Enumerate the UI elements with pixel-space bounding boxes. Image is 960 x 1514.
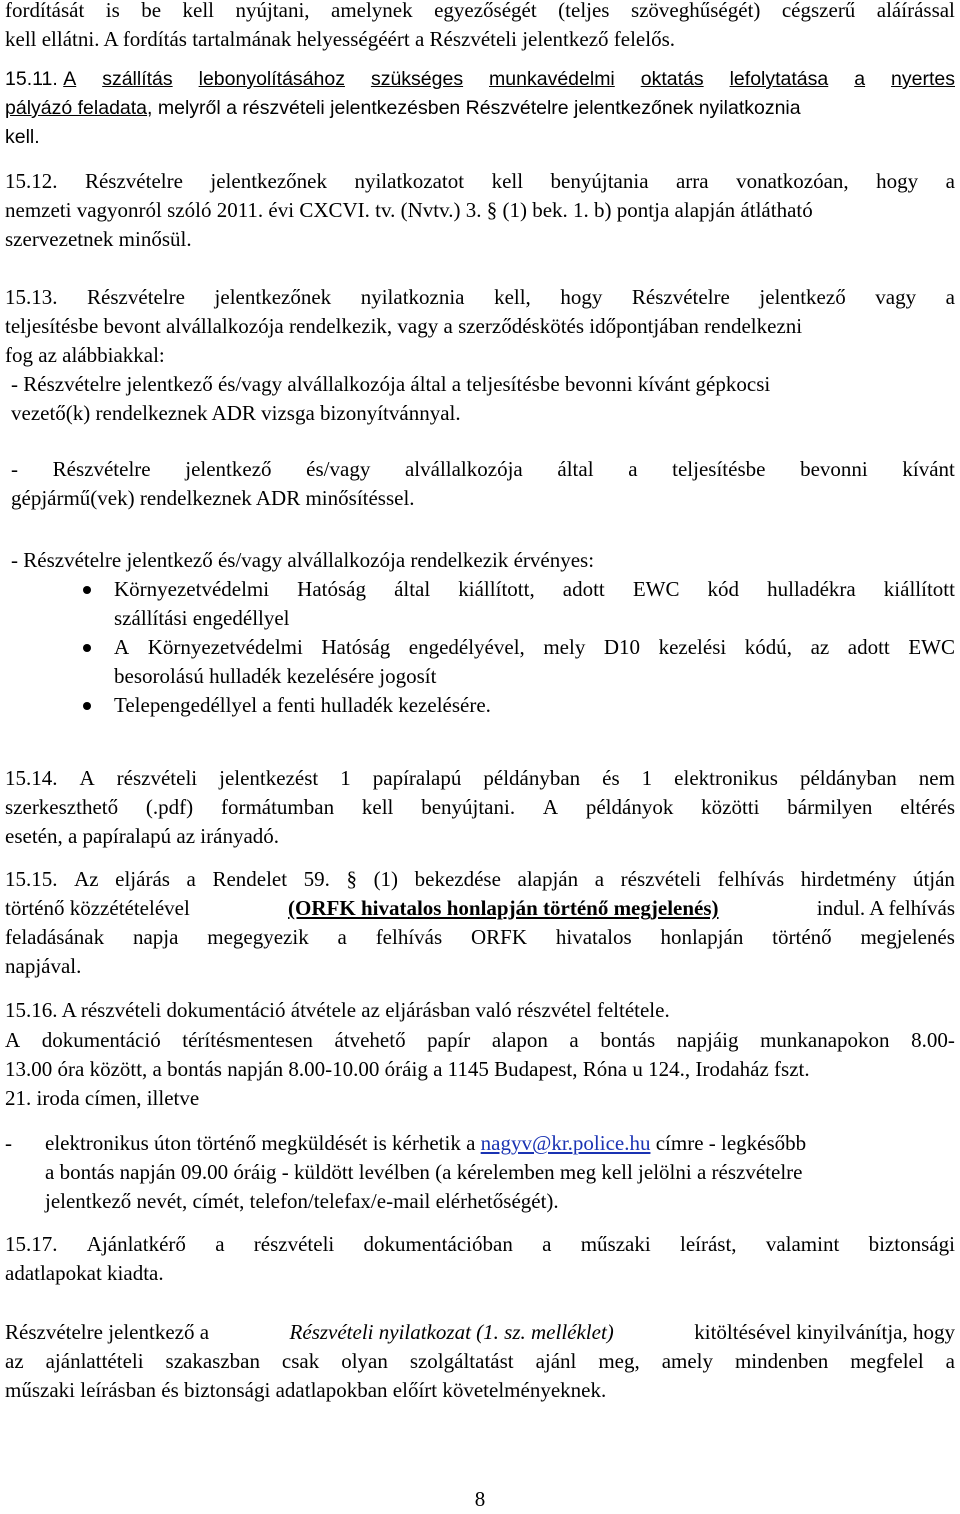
text-line: az ajánlattételi szakaszban csak olyan szolgáltatást ajánl meg, amely mindenben megfelel a	[5, 1349, 955, 1373]
permits-paragraph	[5, 546, 955, 720]
section-15-14	[5, 764, 955, 851]
text-line: 15.12. Részvételre jelentkezőnek nyilatkozatot kell benyújtania arra vonatkozóan, hogy a	[5, 169, 955, 193]
list-item	[5, 691, 955, 720]
email-link[interactable]: nagyv@kr.police.hu	[480, 1131, 651, 1155]
text-line: kell ellátni. A fordítás tartalmának helyességéért a Részvételi jelentkező felelős.	[5, 27, 675, 51]
text-line: A Környezetvédelmi Hatóság engedélyével, mely D10 kezelési kódú, az adott EWC	[114, 635, 955, 659]
section-15-16	[5, 996, 955, 1113]
bullet-icon	[83, 702, 91, 710]
underlined-text: A szállítás lebonyolításához szükséges munkavédelmi oktatás lefolytatása a nyertes	[63, 68, 955, 90]
text-line: a bontás napján 09.00 óráig - küldött levélben (a kérelemben meg kell jelölni a részvételre	[45, 1160, 803, 1184]
bullet-icon	[83, 586, 91, 594]
text-line: 15.16. A részvételi dokumentáció átvétele az eljárásban való részvétel feltétele.	[5, 998, 670, 1022]
final-paragraph	[5, 1318, 955, 1405]
section-15-15	[5, 865, 955, 981]
email-request-item: - elektronikus úton történő megküldését is kérhetik a nagyv@kr.police.hu címre - legkésőbb a bontás napján 09.00 óráig - küldött levélben (a kérelemben meg kell jelölni a részvételre jelentkező nevét, címét, telefon/telefax/e-mail elérhetőségét).	[5, 1129, 955, 1216]
text-line: vezető(k) rendelkeznek ADR vizsga bizonyítvánnyal.	[11, 401, 461, 425]
text-line: gépjármű(vek) rendelkeznek ADR minősítéssel.	[11, 486, 415, 510]
intro-paragraph	[5, 0, 955, 54]
annex-reference: Részvételi nyilatkozat (1. sz. melléklet)	[289, 1320, 614, 1344]
text-line: 15.17. Ajánlatkérő a részvételi dokumentációban a műszaki leírást, valamint biztonsági	[5, 1232, 955, 1256]
section-15-12	[5, 167, 955, 254]
text-line: nemzeti vagyonról szóló 2011. évi CXCVI. tv. (Nvtv.) 3. § (1) bek. 1. b) pontja alapján átlátható	[5, 198, 813, 222]
text-line: - Részvételre jelentkező és/vagy alvállalkozója által a teljesítésbe bevonni kívánt	[11, 457, 955, 481]
page-number: 8	[474, 1487, 486, 1511]
text-line: - Részvételre jelentkező és/vagy alvállalkozója által a teljesítésbe bevonni kívánt gépkocsi	[11, 372, 771, 396]
text-line: Környezetvédelmi Hatóság által kiállított, adott EWC kód hulladékra kiállított	[114, 577, 955, 601]
text-line: szervezetnek minősül.	[5, 227, 192, 251]
text-line: elektronikus úton történő megküldését is kérhetik a nagyv@kr.police.hu címre - legkésőbb	[45, 1129, 955, 1158]
text-line: Telepengedéllyel a fenti hulladék kezelésére.	[114, 693, 491, 717]
text-line: 15.14. A részvételi jelentkezést 1 papíralapú példányban és 1 elektronikus példányban nem	[5, 766, 955, 790]
text-line: pályázó feladata , melyről a részvételi jelentkezésben Részvételre jelentkezőnek nyilatkoznia	[5, 97, 801, 119]
text-line: kell.	[5, 126, 40, 148]
list-item	[5, 575, 955, 633]
text-line: műszaki leírásban és biztonsági adatlapokban előírt követelményeknek.	[5, 1378, 607, 1402]
text-line: 21. iroda címen, illetve	[5, 1086, 200, 1110]
text-line: 15.15. Az eljárás a Rendelet 59. § (1) bekezdése alapján a részvételi felhívás hirdetmény útján	[5, 867, 955, 891]
text-line: szerkeszthető (.pdf) formátumban kell benyújtani. A példányok közötti bármilyen eltérés	[5, 795, 955, 819]
text-line: történő közzétételével (ORFK hivatalos honlapján történő megjelenés) indul. A felhívás	[5, 894, 955, 923]
text-line: esetén, a papíralapú az irányadó.	[5, 824, 280, 848]
list-item	[5, 633, 955, 691]
orfk-emphasis: (ORFK hivatalos honlapján történő megjelenés)	[288, 896, 719, 920]
text-line: adatlapokat kiadta.	[5, 1261, 164, 1285]
text-line: 15.13. Részvételre jelentkezőnek nyilatkoznia kell, hogy Részvételre jelentkező vagy a	[5, 285, 955, 309]
section-15-11	[5, 65, 955, 152]
text-line: feladásának napja megegyezik a felhívás ORFK hivatalos honlapján történő megjelenés	[5, 925, 955, 949]
text-line: napjával.	[5, 954, 82, 978]
section-15-13	[5, 283, 955, 428]
text-line: Részvételre jelentkező a Részvételi nyilatkozat (1. sz. melléklet) kitöltésével kinyilvánítja, hogy	[5, 1318, 955, 1347]
section-15-17	[5, 1230, 955, 1288]
text-line: - Részvételre jelentkező és/vagy alvállalkozója rendelkezik érvényes:	[11, 548, 595, 572]
text-line: 15.11. A szállítás lebonyolításához szükséges munkavédelmi oktatás lefolytatása a nyertes	[5, 65, 955, 94]
text-line: teljesítésbe bevont alvállalkozója rendelkezik, vagy a szerződéskötés időpontjában rendelkezni	[5, 314, 803, 338]
text-line: 13.00 óra között, a bontás napján 8.00-10.00 óráig a 1145 Budapest, Róna u 124., Irodaház fszt.	[5, 1057, 810, 1081]
adr-vehicle-paragraph	[5, 455, 955, 513]
text-line: fordítását is be kell nyújtani, amelynek egyezőségét (teljes szöveghűségét) cégszerű aláírással	[5, 0, 955, 22]
text-line: szállítási engedéllyel	[114, 606, 290, 630]
text-line: fog az alábbiakkal:	[5, 343, 165, 367]
text-line: A dokumentáció térítésmentesen átvehető papír alapon a bontás napjáig munkanapokon 8.00-	[5, 1028, 955, 1052]
text-line: besorolású hulladék kezelésére jogosít	[114, 664, 437, 688]
bullet-icon	[83, 644, 91, 652]
text-line: jelentkező nevét, címét, telefon/telefax/e-mail elérhetőségét).	[45, 1189, 559, 1213]
